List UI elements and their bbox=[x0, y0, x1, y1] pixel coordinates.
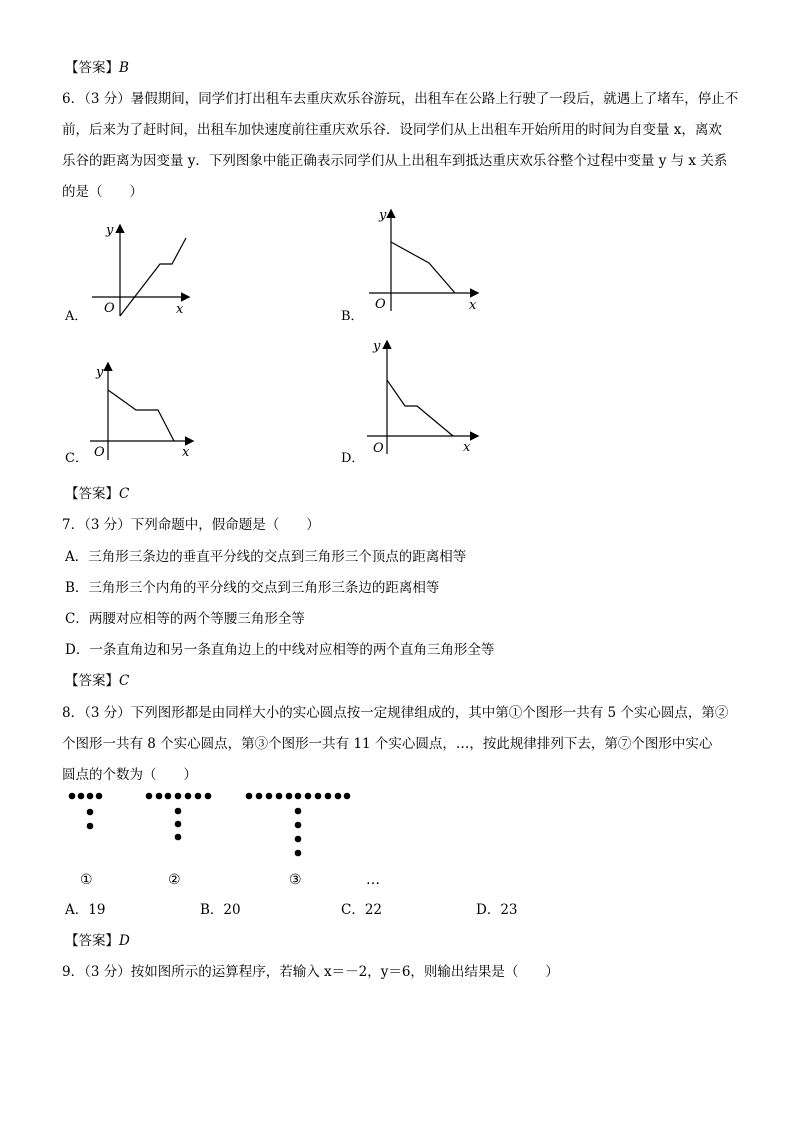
x-label: x bbox=[469, 298, 477, 313]
graph-d bbox=[365, 336, 485, 458]
q8-stem-line-2: 个图形一共有 8 个实心圆点，第③个图形一共有 11 个实心圆点，…，按此规律排列下去，第⑦个图形中实心 bbox=[62, 736, 713, 752]
q8-stem-line-1: 8．（3 分）下列图形都是由同样大小的实心圆点按一定规律组成的，其中第①个图形一共有 5 个实心圆点，第② bbox=[62, 705, 729, 721]
dot-figure-3 bbox=[246, 793, 351, 857]
q7-option-b: B．三角形三个内角的平分线的交点到三角形三条边的距离相等 bbox=[65, 580, 440, 596]
graph-a-option: A． bbox=[65, 309, 88, 324]
q7-option-a: A．三角形三条边的垂直平分线的交点到三角形三个顶点的距离相等 bbox=[65, 549, 467, 565]
dot-figure-1 bbox=[69, 793, 103, 830]
origin-label: O bbox=[104, 301, 115, 316]
answer-label: 【答案】 bbox=[65, 673, 119, 689]
q7-answer bbox=[65, 669, 129, 689]
q9-stem: 9．（3 分）按如图所示的运算程序，若输入 x＝－2，y＝6，则输出结果是（ ） bbox=[62, 964, 559, 980]
graph-line bbox=[108, 390, 174, 441]
graph-b-option: B． bbox=[341, 309, 364, 324]
dot-figure-2 bbox=[146, 793, 212, 841]
answer-value: C bbox=[119, 673, 130, 689]
figure-label-1: ① bbox=[80, 872, 93, 888]
q6-stem-line-1: 6．（3 分）暑假期间，同学们打出租车去重庆欢乐谷游玩，出租车在公路上行驶了一段后，就遇上了堵车，停止不 bbox=[62, 91, 739, 107]
q8-stem-line-3: 圆点的个数为（ ） bbox=[62, 767, 197, 783]
y-label: y bbox=[106, 223, 114, 238]
origin-label: O bbox=[373, 441, 384, 456]
graph-c bbox=[88, 360, 198, 460]
graph-d-option: D． bbox=[341, 451, 365, 466]
graph-a bbox=[88, 220, 198, 320]
answer-value: C bbox=[119, 486, 130, 502]
origin-label: O bbox=[375, 297, 386, 312]
answer-value: D bbox=[119, 933, 130, 949]
graph-c-option: C． bbox=[65, 451, 88, 466]
graph-b bbox=[365, 205, 485, 315]
q8-option-b: B．20 bbox=[200, 902, 241, 918]
q8-option-a: A．19 bbox=[65, 902, 106, 918]
q8-option-d: D．23 bbox=[476, 902, 518, 918]
x-label: x bbox=[182, 445, 190, 460]
q6-stem-line-3: 乐谷的距离为因变量 y．下列图象中能正确表示同学们从上出租车到抵达重庆欢乐谷整个过程中变量 y 与 x 关系 bbox=[62, 153, 728, 169]
figure-label-2: ② bbox=[168, 872, 181, 888]
q7-option-d: D．一条直角边和另一条直角边上的中线对应相等的两个直角三角形全等 bbox=[65, 642, 495, 658]
figure-label-ellipsis: … bbox=[366, 872, 380, 888]
answer-label: 【答案】 bbox=[65, 933, 119, 949]
q7-option-c: C．两腰对应相等的两个等腰三角形全等 bbox=[65, 611, 305, 627]
x-label: x bbox=[463, 440, 471, 455]
q5-answer bbox=[65, 56, 129, 76]
graph-line bbox=[387, 380, 453, 436]
answer-value: B bbox=[119, 60, 129, 76]
y-label: y bbox=[96, 365, 104, 380]
q6-stem-line-2: 前，后来为了赶时间，出租车加快速度前往重庆欢乐谷．设同学们从上出租车开始所用的时间为自变量 x，离欢 bbox=[62, 122, 722, 138]
graph-line bbox=[391, 242, 455, 293]
origin-label: O bbox=[94, 445, 105, 460]
figure-label-3: ③ bbox=[289, 872, 302, 888]
dot-pattern-figures bbox=[60, 785, 380, 865]
y-label: y bbox=[373, 339, 381, 354]
q8-option-c: C．22 bbox=[341, 902, 383, 918]
q6-stem-line-4: 的是（ ） bbox=[62, 184, 143, 200]
x-label: x bbox=[176, 302, 184, 317]
answer-label: 【答案】 bbox=[65, 486, 119, 502]
q7-stem: 7．（3 分）下列命题中，假命题是（ ） bbox=[62, 517, 320, 533]
answer-label: 【答案】 bbox=[65, 60, 119, 76]
y-label: y bbox=[379, 208, 387, 223]
q6-answer bbox=[65, 482, 129, 502]
q8-answer bbox=[65, 929, 130, 949]
